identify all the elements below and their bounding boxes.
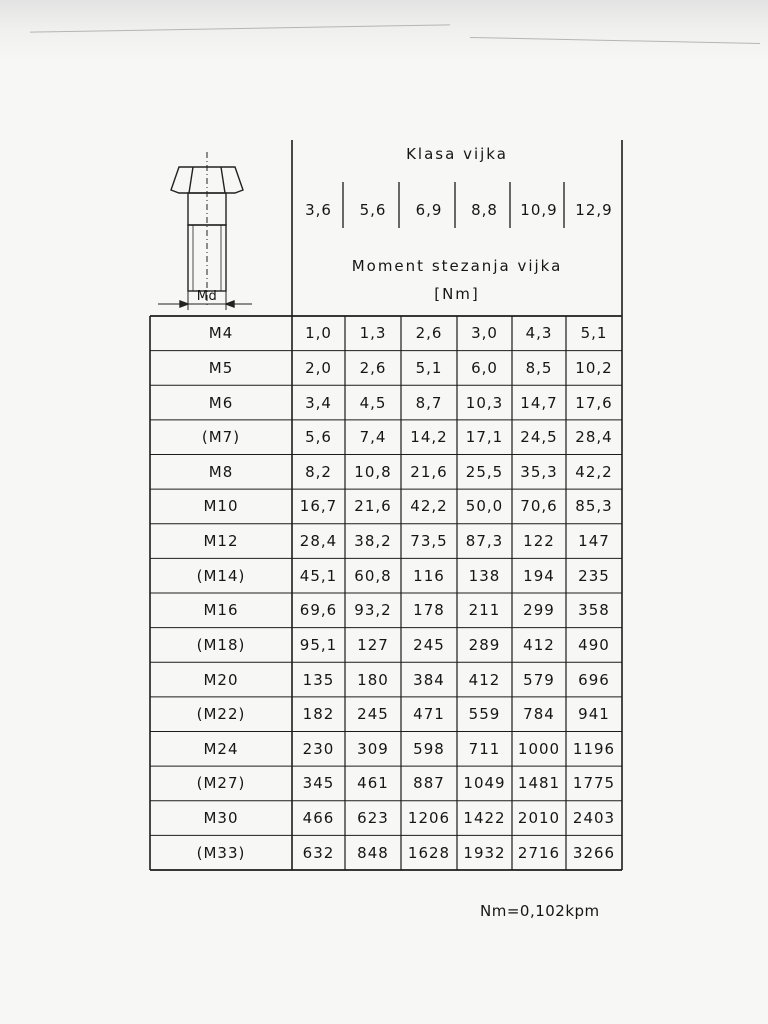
torque-value: 1775 bbox=[572, 774, 616, 793]
unit-conversion-note: Nm=0,102kpm bbox=[480, 902, 600, 920]
bolt-size-label: (M33) bbox=[196, 843, 246, 862]
torque-value: 42,2 bbox=[410, 497, 448, 516]
torque-value: 309 bbox=[357, 739, 389, 758]
bolt-size-label: (M22) bbox=[196, 705, 246, 724]
torque-value: 50,0 bbox=[465, 497, 504, 516]
bolt-size-label: M10 bbox=[203, 497, 239, 516]
torque-value: 711 bbox=[468, 739, 501, 758]
torque-value: 299 bbox=[523, 601, 555, 620]
bolt-size-label: M20 bbox=[203, 670, 239, 689]
torque-value: 21,6 bbox=[354, 497, 392, 516]
torque-value: 1206 bbox=[407, 809, 451, 828]
bolt-dimension-label: Md bbox=[196, 288, 218, 304]
torque-value: 1422 bbox=[463, 809, 506, 828]
torque-value: 10,3 bbox=[465, 393, 504, 412]
torque-value: 28,4 bbox=[299, 532, 338, 551]
torque-value: 1049 bbox=[463, 774, 506, 793]
torque-value: 122 bbox=[523, 532, 555, 551]
torque-value: 559 bbox=[468, 705, 501, 724]
torque-value: 135 bbox=[302, 670, 335, 689]
torque-value: 941 bbox=[578, 705, 610, 724]
torque-value: 35,3 bbox=[520, 462, 558, 481]
torque-value: 21,6 bbox=[410, 462, 448, 481]
torque-value: 2716 bbox=[517, 843, 561, 862]
torque-value: 14,2 bbox=[410, 428, 448, 447]
torque-value: 182 bbox=[302, 705, 335, 724]
torque-value: 358 bbox=[578, 601, 610, 620]
torque-value: 7,4 bbox=[359, 428, 387, 447]
bolt-size-label: M4 bbox=[208, 324, 234, 343]
torque-value: 245 bbox=[413, 635, 445, 654]
bolt-size-label: M12 bbox=[203, 532, 239, 551]
torque-value: 38,2 bbox=[354, 532, 392, 551]
bolt-size-label: M6 bbox=[208, 393, 234, 412]
torque-value: 887 bbox=[413, 774, 445, 793]
torque-value: 28,4 bbox=[575, 428, 613, 447]
torque-value: 4,3 bbox=[525, 324, 553, 343]
torque-value: 116 bbox=[413, 566, 445, 585]
torque-value: 211 bbox=[468, 601, 501, 620]
bolt-class-label: 10,9 bbox=[520, 201, 558, 219]
torque-value: 461 bbox=[357, 774, 389, 793]
torque-value: 2403 bbox=[572, 809, 616, 828]
torque-value: 178 bbox=[413, 601, 445, 620]
bolt-class-title: Klasa vijka bbox=[406, 145, 508, 163]
torque-value: 1,3 bbox=[359, 324, 387, 343]
bolt-diagram bbox=[158, 152, 252, 310]
bolt-size-label: (M18) bbox=[196, 635, 246, 654]
torque-value: 73,5 bbox=[410, 532, 448, 551]
torque-value: 25,5 bbox=[465, 462, 504, 481]
torque-value: 235 bbox=[578, 566, 610, 585]
torque-value: 598 bbox=[413, 739, 445, 758]
torque-value: 1196 bbox=[572, 739, 616, 758]
torque-value: 384 bbox=[413, 670, 445, 689]
bolt-size-label: M24 bbox=[203, 739, 239, 758]
torque-value: 93,2 bbox=[354, 601, 392, 620]
torque-value: 1481 bbox=[517, 774, 561, 793]
torque-value: 5,1 bbox=[415, 358, 443, 377]
torque-value: 85,3 bbox=[575, 497, 613, 516]
bolt-head-edge bbox=[221, 167, 225, 193]
torque-value: 2,6 bbox=[359, 358, 387, 377]
torque-value: 2,6 bbox=[415, 324, 443, 343]
torque-value: 4,5 bbox=[359, 393, 387, 412]
torque-value: 8,2 bbox=[305, 462, 332, 481]
bolt-size-label: (M14) bbox=[196, 566, 246, 585]
torque-value: 180 bbox=[357, 670, 389, 689]
torque-value: 490 bbox=[578, 635, 610, 654]
bolt-size-label: M8 bbox=[208, 462, 234, 481]
bolt-class-label: 5,6 bbox=[359, 201, 387, 219]
bolt-size-label: M16 bbox=[203, 601, 239, 620]
bolt-size-label: M30 bbox=[203, 809, 239, 828]
bolt-head-edge bbox=[189, 167, 193, 193]
torque-value: 230 bbox=[302, 739, 335, 758]
torque-value: 14,7 bbox=[520, 393, 558, 412]
torque-value: 42,2 bbox=[575, 462, 613, 481]
torque-value: 95,1 bbox=[299, 635, 338, 654]
torque-value: 784 bbox=[523, 705, 555, 724]
torque-value: 466 bbox=[302, 809, 335, 828]
dimension-arrow bbox=[180, 301, 188, 307]
torque-value: 10,2 bbox=[575, 358, 613, 377]
torque-value: 69,6 bbox=[299, 601, 338, 620]
torque-value: 289 bbox=[468, 635, 501, 654]
torque-value: 1628 bbox=[407, 843, 451, 862]
torque-value: 8,7 bbox=[415, 393, 443, 412]
torque-value: 412 bbox=[523, 635, 555, 654]
bolt-class-label: 6,9 bbox=[415, 201, 443, 219]
torque-value: 10,8 bbox=[354, 462, 392, 481]
torque-subtitle: Moment stezanja vijka bbox=[351, 257, 563, 275]
torque-value: 1932 bbox=[463, 843, 506, 862]
torque-value: 17,1 bbox=[465, 428, 504, 447]
bolt-class-label: 12,9 bbox=[575, 201, 613, 219]
torque-value: 194 bbox=[523, 566, 555, 585]
torque-value: 696 bbox=[578, 670, 610, 689]
torque-value: 16,7 bbox=[299, 497, 338, 516]
torque-value: 623 bbox=[357, 809, 389, 828]
torque-value: 632 bbox=[302, 843, 335, 862]
torque-unit: [Nm] bbox=[434, 285, 480, 303]
torque-value: 5,1 bbox=[580, 324, 608, 343]
torque-value: 2010 bbox=[517, 809, 561, 828]
torque-value: 60,8 bbox=[354, 566, 392, 585]
torque-value: 70,6 bbox=[520, 497, 558, 516]
bolt-size-label: M5 bbox=[208, 358, 234, 377]
torque-value: 6,0 bbox=[471, 358, 498, 377]
torque-value: 24,5 bbox=[520, 428, 558, 447]
torque-value: 17,6 bbox=[575, 393, 613, 412]
dimension-arrow bbox=[226, 301, 234, 307]
torque-value: 345 bbox=[302, 774, 335, 793]
torque-value: 127 bbox=[357, 635, 389, 654]
torque-value: 5,6 bbox=[305, 428, 332, 447]
torque-value: 87,3 bbox=[465, 532, 504, 551]
torque-value: 8,5 bbox=[525, 358, 553, 377]
torque-value: 412 bbox=[468, 670, 501, 689]
torque-value: 471 bbox=[413, 705, 445, 724]
torque-value: 45,1 bbox=[299, 566, 338, 585]
torque-value: 2,0 bbox=[305, 358, 332, 377]
bolt-size-label: (M7) bbox=[201, 428, 241, 447]
torque-value: 147 bbox=[578, 532, 610, 551]
bolt-class-label: 3,6 bbox=[305, 201, 332, 219]
torque-value: 138 bbox=[468, 566, 501, 585]
bolt-size-label: (M27) bbox=[196, 774, 246, 793]
torque-value: 848 bbox=[357, 843, 389, 862]
torque-value: 245 bbox=[357, 705, 389, 724]
bolt-class-label: 8,8 bbox=[471, 201, 498, 219]
torque-value: 1,0 bbox=[305, 324, 332, 343]
torque-value: 579 bbox=[523, 670, 555, 689]
torque-value: 3,0 bbox=[471, 324, 498, 343]
torque-value: 1000 bbox=[517, 739, 561, 758]
torque-value: 3,4 bbox=[305, 393, 332, 412]
torque-value: 3266 bbox=[572, 843, 616, 862]
